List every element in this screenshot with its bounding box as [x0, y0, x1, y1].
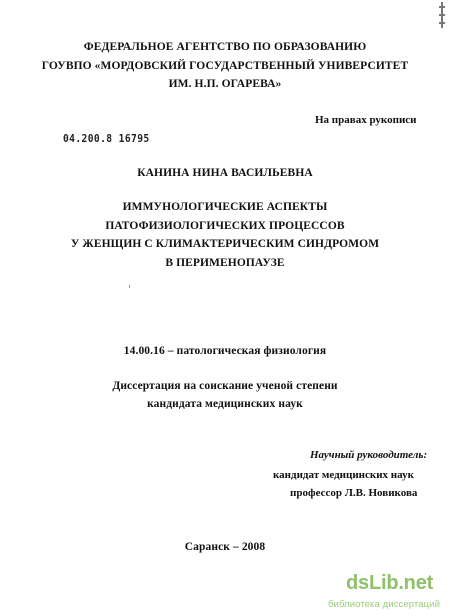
degree-line-1: Диссертация на соискание ученой степени [112, 380, 338, 392]
dslib-logo: dsLib.net [346, 572, 434, 594]
place-year: Саранск – 2008 [184, 541, 266, 553]
rights-note: На правах рукописи [315, 114, 417, 126]
university-heading: ГОУВПО «МОРДОВСКИЙ ГОСУДАРСТВЕННЫЙ УНИВЕРСИТЕТ [41, 60, 409, 72]
specialty-code: 14.00.16 – патологическая физиология [123, 345, 327, 357]
scan-edge-mark [438, 2, 447, 30]
title-line-3: У ЖЕНЩИН С КЛИМАКТЕРИЧЕСКИМ СИНДРОМОМ [70, 238, 380, 250]
library-stamp-number: 04.200.8 16795 [63, 133, 150, 145]
scan-speck [129, 285, 130, 288]
supervisor-name: профессор Л.В. Новикова [290, 487, 418, 499]
title-line-2: ПАТОФИЗИОЛОГИЧЕСКИХ ПРОЦЕССОВ [105, 220, 345, 232]
degree-line-2: кандидата медицинских наук [147, 398, 303, 410]
title-line-4: В ПЕРИМЕНОПАУЗЕ [165, 257, 285, 269]
supervisor-degree: кандидат медицинских наук [273, 469, 414, 481]
agency-heading: ФЕДЕРАЛЬНОЕ АГЕНТСТВО ПО ОБРАЗОВАНИЮ [83, 41, 367, 53]
title-line-1: ИММУНОЛОГИЧЕСКИЕ АСПЕКТЫ [122, 201, 328, 213]
university-named-after: ИМ. Н.П. ОГАРЕВА» [168, 78, 282, 90]
supervisor-label: Научный руководитель: [310, 449, 428, 461]
dslib-watermark [327, 572, 447, 612]
author-name: КАНИНА НИНА ВАСИЛЬЕВНА [137, 167, 313, 179]
dslib-subtitle: библиотека диссертаций [328, 599, 440, 610]
